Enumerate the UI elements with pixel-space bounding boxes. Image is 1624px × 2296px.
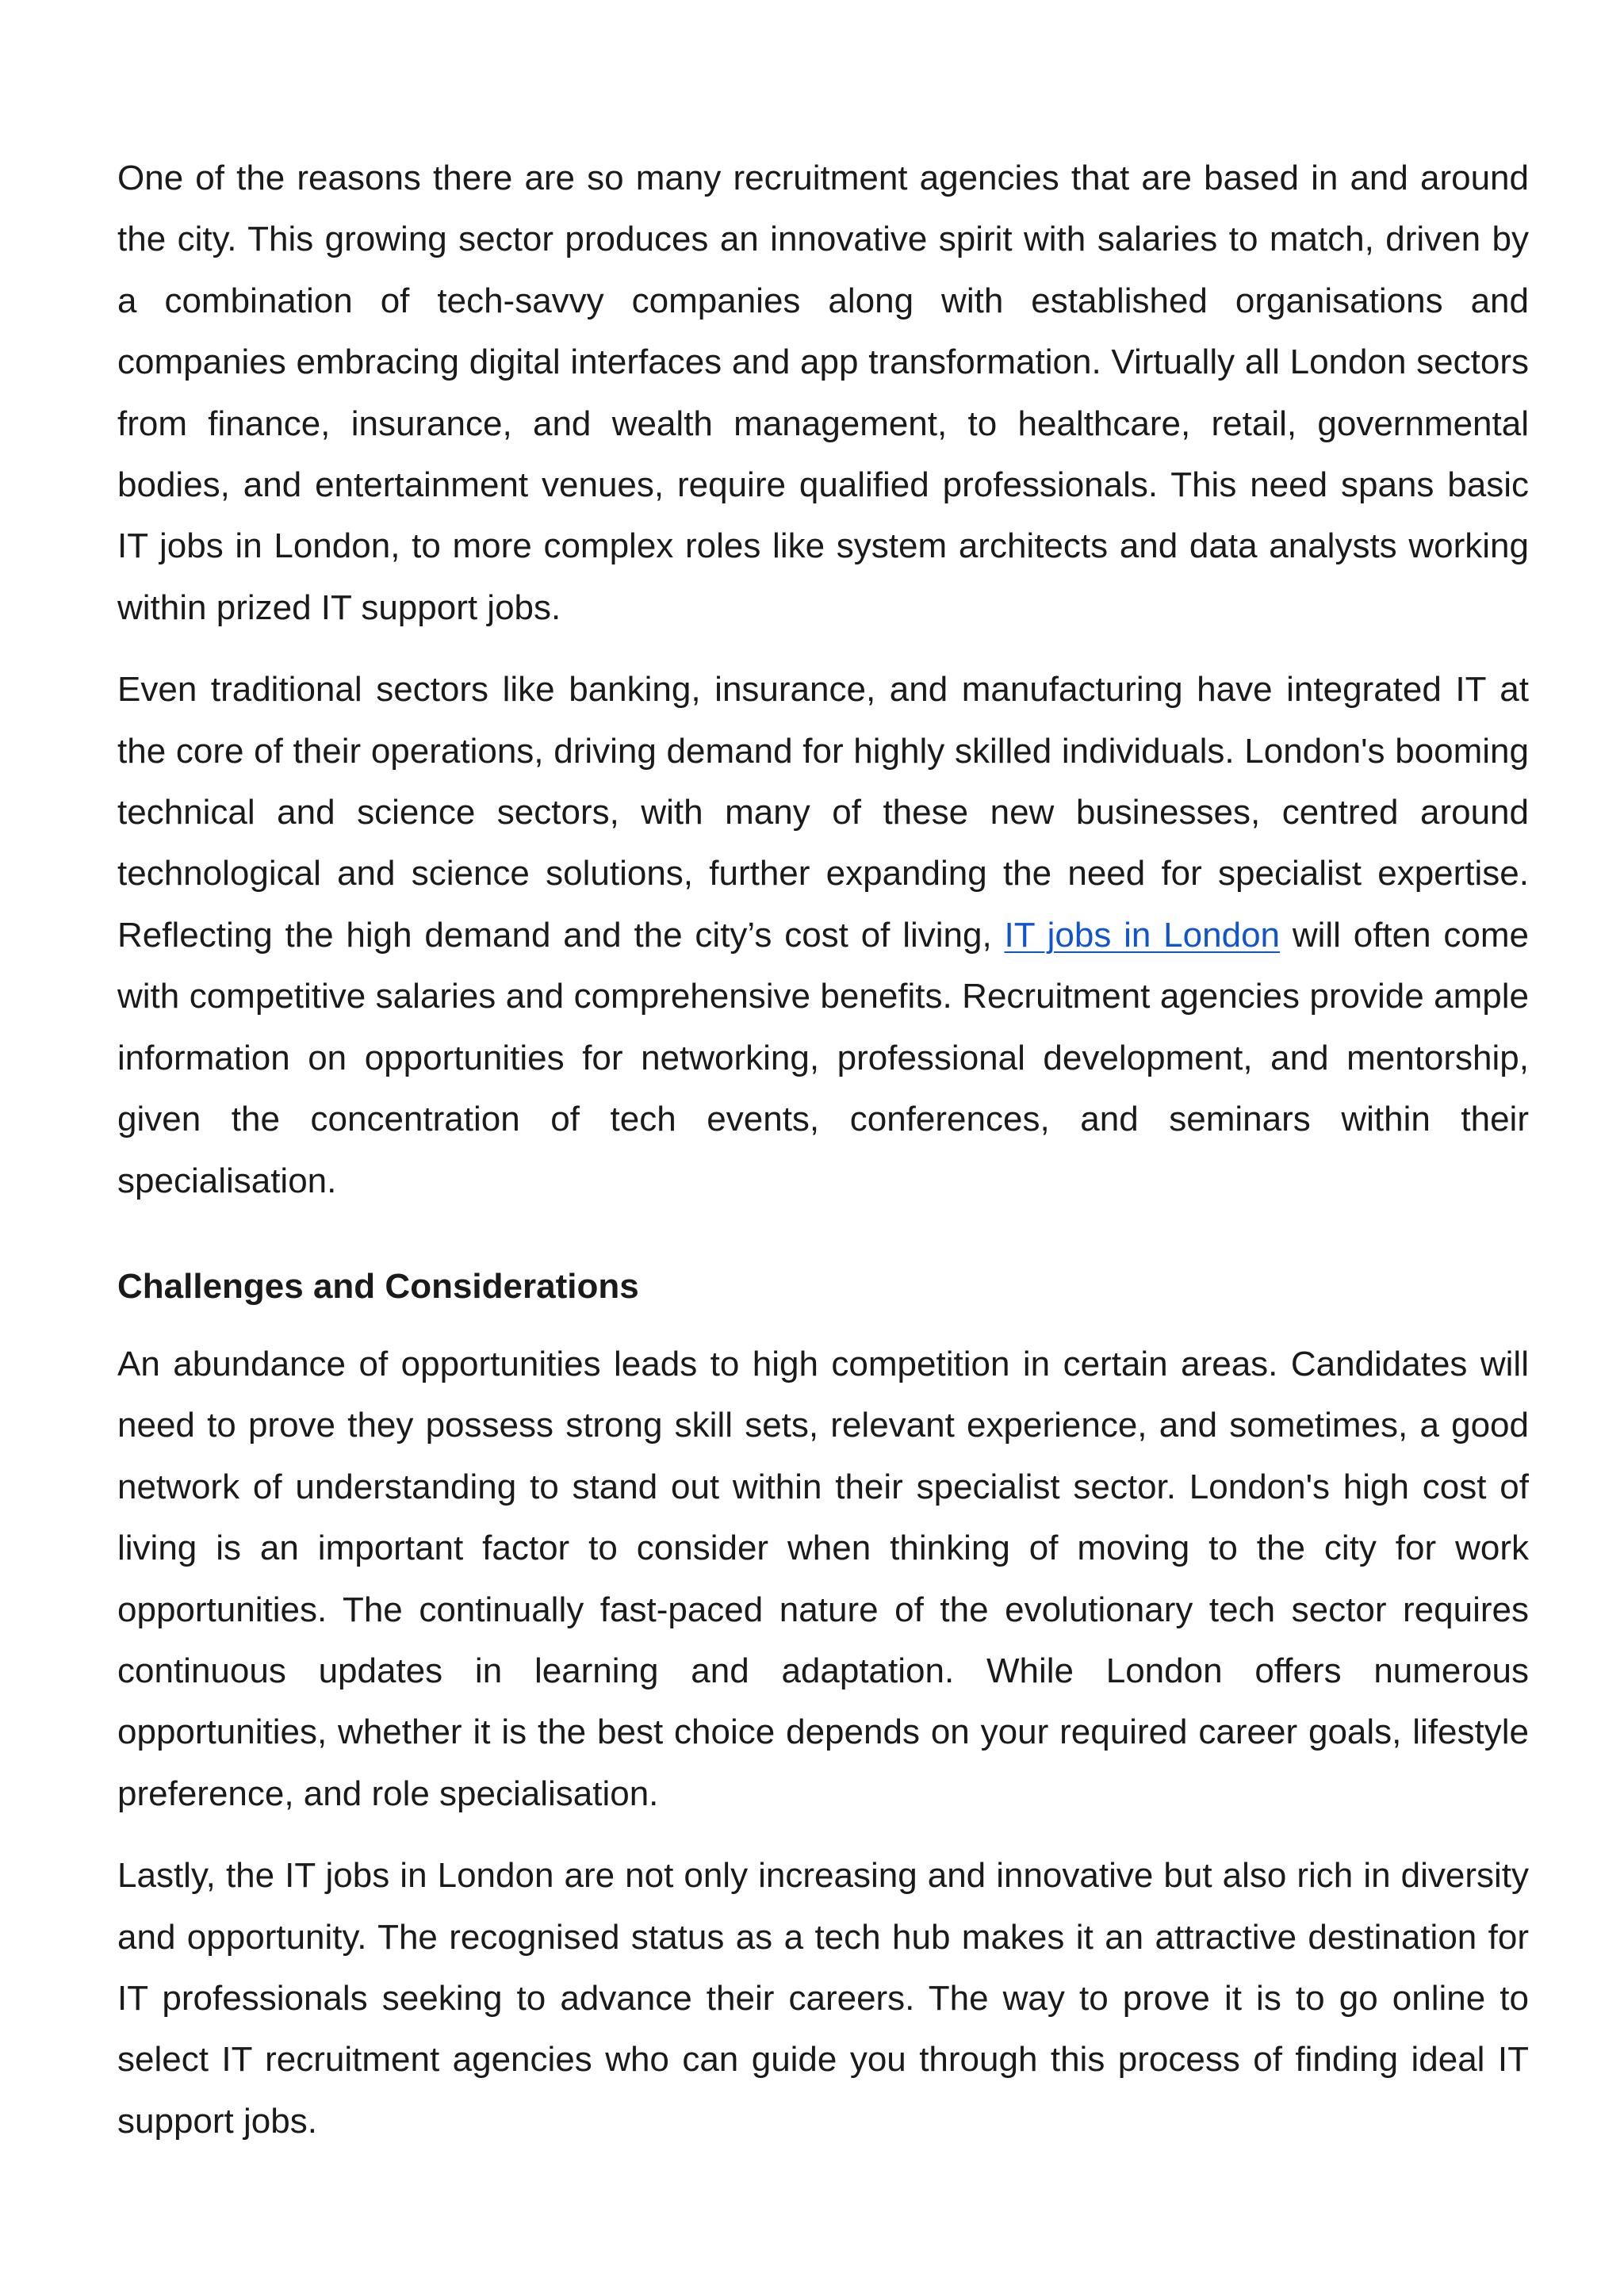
- paragraph-traditional-sectors: [117, 659, 1529, 1211]
- paragraph-lastly: Lastly, the IT jobs in London are not only increasing and innovative but also rich in diversity and opportunity. The recognised status as a tech hub makes it an attractive destination for IT professionals seeking to advance their careers. The way to prove it is to go online to select IT recruitment agencies who can guide you through this process of finding ideal IT support jobs.: [117, 1856, 1529, 2141]
- paragraph-recruitment-agencies: One of the reasons there are so many recruitment agencies that are based in and around the city. This growing sector produces an innovative spirit with salaries to match, driven by a combination of tech-savvy companies along with established organisations and companies embracing digital interfaces and app transformation. Virtually all London sectors from finance, insurance, and wealth management, to healthcare, retail, governmental bodies, and entertainment venues, require qualified professionals. This need spans basic IT jobs in London, to more complex roles like system architects and data analysts working within prized IT support jobs.: [117, 159, 1529, 627]
- section-heading-challenges: Challenges and Considerations: [117, 1266, 639, 1306]
- paragraph-text-before-link: Even traditional sectors like banking, insurance, and manufacturing have integrated IT at the core of their operations, driving demand for highly skilled individuals. London's booming technical and science sectors, with many of these new businesses, centred around technological and science solutions, further expanding the need for specialist expertise. Reflecting the high demand and the city’s cost of living,: [117, 670, 1529, 955]
- document-page: [117, 147, 1529, 2152]
- paragraph-competition: An abundance of opportunities leads to high competition in certain areas. Candidates will need to prove they possess strong skill sets, relevant experience, and sometimes, a good network of understanding to stand out within their specialist sector. London's high cost of living is an important factor to consider when thinking of moving to the city for work opportunities. The continually fast-paced nature of the evolutionary tech sector requires continuous updates in learning and adaptation. While London offers numerous opportunities, whether it is the best choice depends on your required career goals, lifestyle preference, and role specialisation.: [117, 1344, 1529, 1813]
- it-jobs-london-link[interactable]: IT jobs in London: [1004, 915, 1281, 955]
- paragraph-text-after-link: will often come with competitive salaries and comprehensive benefits. Recruitment agencies provide ample information on opportunities for networking, professional development, and mentorship, given the concentration of tech events, conferences, and seminars within their specialisation.: [117, 915, 1529, 1200]
